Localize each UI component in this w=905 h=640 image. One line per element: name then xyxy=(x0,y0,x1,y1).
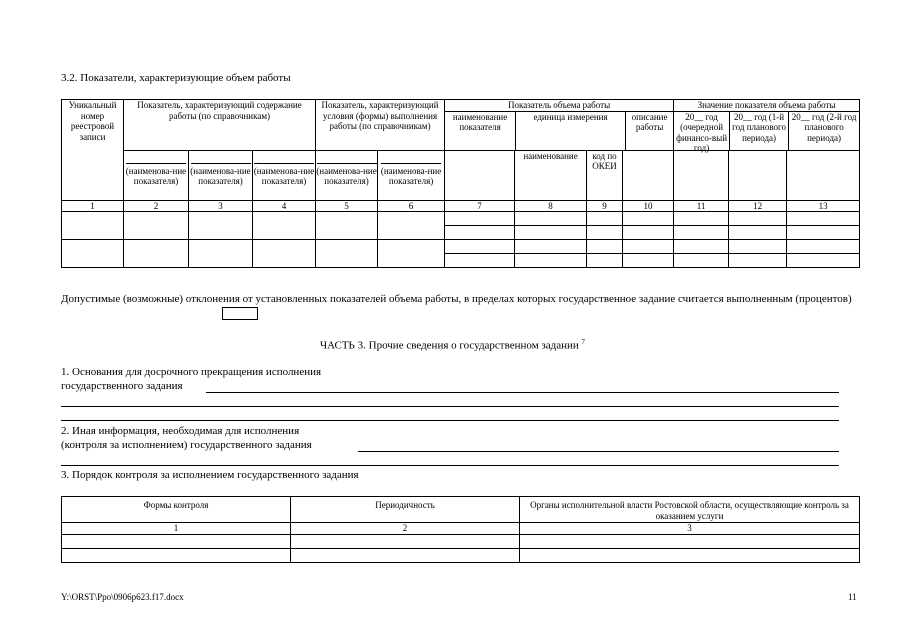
sub-indicator-name: (наименова-ние показателя) xyxy=(316,150,378,200)
sub-empty xyxy=(445,150,515,200)
header-volume-indicator: Показатель объема работы xyxy=(445,100,673,112)
sub-empty xyxy=(729,150,787,200)
header-indicator-name: наименование показателя xyxy=(445,112,516,150)
footnote-mark: 7 xyxy=(581,338,586,346)
header-work-description: описание работы xyxy=(631,111,668,132)
item1-line1: 1. Основания для досрочного прекращения исполнения xyxy=(61,366,322,378)
table-row xyxy=(62,548,860,562)
volume-indicators-table xyxy=(61,99,860,268)
col-number: 12 xyxy=(729,200,787,212)
col-number: 1 xyxy=(62,523,291,535)
sub-indicator-name: (наименова-ние показателя) xyxy=(378,150,445,200)
col-number: 6 xyxy=(378,200,445,212)
header-periodicity: Периодичность xyxy=(291,497,520,523)
col-number: 2 xyxy=(291,523,520,535)
header-volume-group xyxy=(445,100,674,151)
col-number: 7 xyxy=(445,200,515,212)
item2-line2: (контроля за исполнением) государственного задания xyxy=(61,439,312,451)
sub-unit-name: наименование xyxy=(515,150,587,200)
sub-empty xyxy=(623,150,674,200)
column-number-row xyxy=(62,523,860,535)
header-value-group xyxy=(674,100,860,151)
header-conditions-indicator: Показатель, характеризующий условия (формы) выполнения работы (по справочникам) xyxy=(316,100,445,151)
item1-line2: государственного задания xyxy=(61,380,183,392)
item1-fill-line-2[interactable] xyxy=(61,406,839,407)
item2-line1: 2. Иная информация, необходимая для исполнения xyxy=(61,425,300,437)
col-number: 11 xyxy=(674,200,729,212)
header-year-2: 20__ год (1-й год планового периода) xyxy=(730,112,789,150)
col-number: 10 xyxy=(623,200,674,212)
sub-empty xyxy=(787,150,860,200)
item2-fill-line-2[interactable] xyxy=(61,465,839,466)
footer-file-path: Y:\ORST\Ppo\0906p623.f17.docx xyxy=(61,592,184,602)
table-row xyxy=(62,240,860,254)
part3-title: ЧАСТЬ 3. Прочие сведения о государственном задании $^7$ xyxy=(319,338,586,352)
table-row xyxy=(62,212,860,226)
col-number: 13 xyxy=(787,200,860,212)
sub-unit-code: код по ОКЕИ xyxy=(587,150,623,200)
page-number: 11 xyxy=(848,592,857,602)
col-number: 4 xyxy=(253,200,316,212)
item3-title: 3. Порядок контроля за исполнением государственного задания xyxy=(61,469,359,481)
header-year-3: 20__ год (2-й год планового периода) xyxy=(791,111,857,143)
col-number: 5 xyxy=(316,200,378,212)
col-number: 8 xyxy=(515,200,587,212)
sub-indicator-name: (наименова-ние показателя) xyxy=(253,150,316,200)
column-number-row xyxy=(62,200,860,212)
section-title: 3.2. Показатели, характеризующие объем работы xyxy=(61,72,291,84)
col-number: 9 xyxy=(587,200,623,212)
table-row xyxy=(62,534,860,548)
item1-fill-line-3[interactable] xyxy=(61,420,839,421)
header-unique-number: Уникальный номер реестровой записи xyxy=(62,100,124,201)
item2-fill-line[interactable] xyxy=(358,451,839,452)
header-volume-value: Значение показателя объема работы xyxy=(674,100,859,112)
deviation-percent-box[interactable] xyxy=(222,307,258,320)
deviation-text: Допустимые (возможные) отклонения от установленных показателей объема работы, в пределах которых государственное задание считается выполненным (процентов) xyxy=(61,293,852,305)
sub-indicator-name: (наименова-ние показателя) xyxy=(189,150,253,200)
col-number: 2 xyxy=(124,200,189,212)
col-number: 3 xyxy=(520,523,860,535)
header-control-forms: Формы контроля xyxy=(62,497,291,523)
header-unit: единица измерения xyxy=(516,112,626,150)
control-table xyxy=(61,496,860,563)
sub-empty xyxy=(674,150,729,200)
header-year-1: 20__ год (очередной финансо-вый год) xyxy=(674,112,730,150)
sub-indicator-name: (наименова-ние показателя) xyxy=(124,150,189,200)
item1-fill-line[interactable] xyxy=(206,392,839,393)
header-control-organs: Органы исполнительной власти Ростовской области, осуществляющие контроль за оказанием услуги xyxy=(520,497,860,523)
col-number: 1 xyxy=(62,200,124,212)
col-number: 3 xyxy=(189,200,253,212)
header-content-indicator: Показатель, характеризующий содержание работы (по справочникам) xyxy=(124,100,316,151)
